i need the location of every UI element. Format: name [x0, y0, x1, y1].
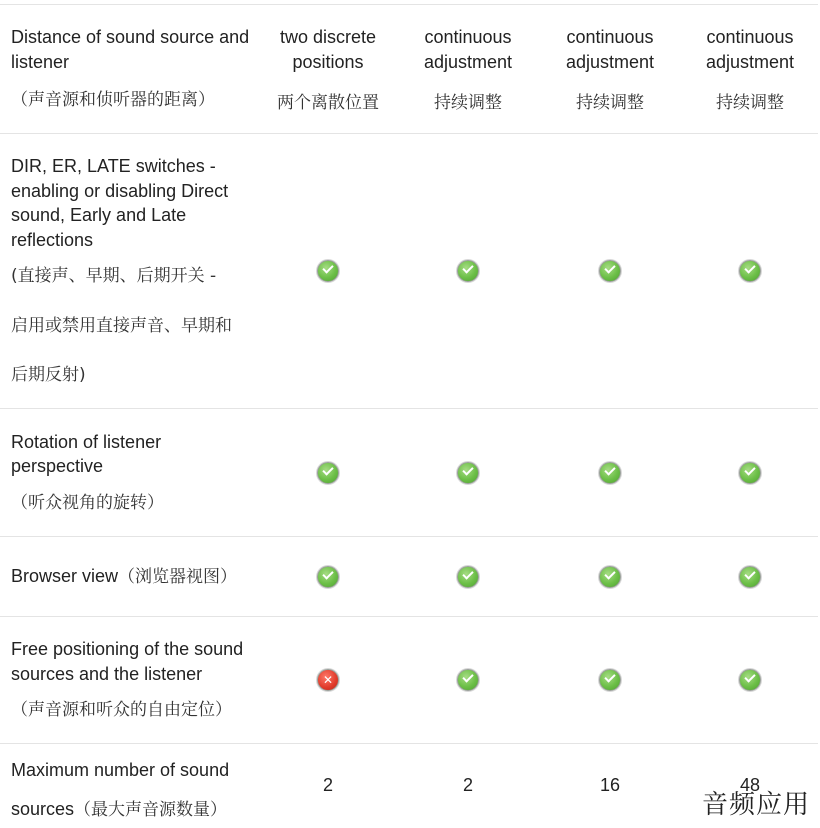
- check-circle-icon: [739, 462, 761, 484]
- header-label-cell: [0, 5, 258, 134]
- row-4-label-cn: （声音源和听众的自由定位）: [11, 700, 232, 721]
- check-circle-icon: [739, 566, 761, 588]
- check-circle-icon: [599, 462, 621, 484]
- row-4-label: [0, 617, 258, 744]
- check-circle-icon: [739, 669, 761, 691]
- check-circle-icon: [317, 260, 339, 282]
- row-4-label-en: Free positioning of the sound sources and the listener: [11, 639, 244, 684]
- row-4-col-2: [398, 617, 538, 744]
- check-circle-icon: [457, 669, 479, 691]
- row-5-col-3: 16: [599, 775, 621, 796]
- table-row: [0, 134, 818, 409]
- row-1-label: [0, 134, 258, 409]
- row-1-col-4: [682, 134, 818, 409]
- row-5-col-2: 2: [462, 775, 473, 796]
- check-circle-icon: [599, 669, 621, 691]
- row-3-col-2: [398, 537, 538, 617]
- row-2-col-3: [538, 409, 682, 537]
- row-1-col-3: [538, 134, 682, 409]
- row-5-col-4: 48: [739, 775, 761, 796]
- header-col-3-en: continuous adjustment: [565, 27, 655, 72]
- row-1-col-2: [398, 134, 538, 409]
- header-col-1: [258, 5, 398, 134]
- header-col-3: [538, 5, 682, 134]
- row-5-label: [0, 744, 258, 828]
- header-col-1-en: two discrete positions: [279, 27, 377, 72]
- row-3-label-cn: （浏览器视图）: [118, 566, 238, 587]
- row-4-col-3: [538, 617, 682, 744]
- header-col-2-en: continuous adjustment: [423, 27, 513, 72]
- check-circle-icon: [457, 462, 479, 484]
- check-circle-icon: [317, 566, 339, 588]
- header-col-2: [398, 5, 538, 134]
- row-3-col-4: [682, 537, 818, 617]
- check-circle-icon: [599, 260, 621, 282]
- row-5-label-en-2: sources: [11, 798, 75, 819]
- row-2-col-4: [682, 409, 818, 537]
- row-2-label: [0, 409, 258, 537]
- table-row: [0, 617, 818, 744]
- header-col-4-cn: 持续调整: [716, 93, 784, 113]
- header-col-2-cn: 持续调整: [434, 93, 502, 113]
- row-2-label-en: Rotation of listener perspective: [11, 431, 162, 477]
- cross-circle-icon: ✕: [317, 669, 339, 691]
- check-circle-icon: [457, 566, 479, 588]
- row-3-label: [0, 537, 258, 617]
- row-1-label-cn-3: 后期反射): [11, 365, 86, 386]
- check-circle-icon: [317, 462, 339, 484]
- table-row: [0, 537, 818, 617]
- row-4-col-4: [682, 617, 818, 744]
- row-2-col-2: [398, 409, 538, 537]
- row-3-label-en: Browser view: [11, 565, 119, 586]
- row-2-label-cn: （听众视角的旋转）: [11, 492, 164, 513]
- row-1-col-1: [258, 134, 398, 409]
- header-col-3-cn: 持续调整: [576, 93, 644, 113]
- row-1-label-cn-1: (直接声、早期、后期开关 -: [11, 266, 217, 287]
- row-5-label-cn: （最大声音源数量）: [74, 799, 228, 820]
- table-row: [0, 744, 818, 828]
- watermark-text: 音频应用: [701, 790, 810, 820]
- row-5-label-line-2: [11, 797, 252, 823]
- row-5-col-1: 2: [322, 775, 333, 796]
- check-circle-icon: [599, 566, 621, 588]
- row-1-label-en: DIR, ER, LATE switches - enabling or disabling Direct sound, Early and Late reflections: [11, 156, 229, 250]
- header-label-en: Distance of sound source and listener: [11, 27, 250, 72]
- header-label-cn: （声音源和侦听器的距离）: [11, 90, 215, 111]
- check-circle-icon: [457, 260, 479, 282]
- header-row: [0, 5, 818, 134]
- row-5-label-en-1: Maximum number of sound: [11, 760, 230, 780]
- row-2-col-1: [258, 409, 398, 537]
- row-3-col-3: [538, 537, 682, 617]
- row-3-col-1: [258, 537, 398, 617]
- header-col-1-cn: 两个离散位置: [277, 93, 379, 113]
- header-col-4-en: continuous adjustment: [705, 27, 795, 72]
- table-row: [0, 409, 818, 537]
- row-4-col-1: [258, 617, 398, 744]
- header-col-4: [682, 5, 818, 134]
- row-1-label-cn-2: 启用或禁用直接声音、早期和: [11, 315, 232, 336]
- feature-comparison-table: [0, 4, 818, 828]
- check-circle-icon: [739, 260, 761, 282]
